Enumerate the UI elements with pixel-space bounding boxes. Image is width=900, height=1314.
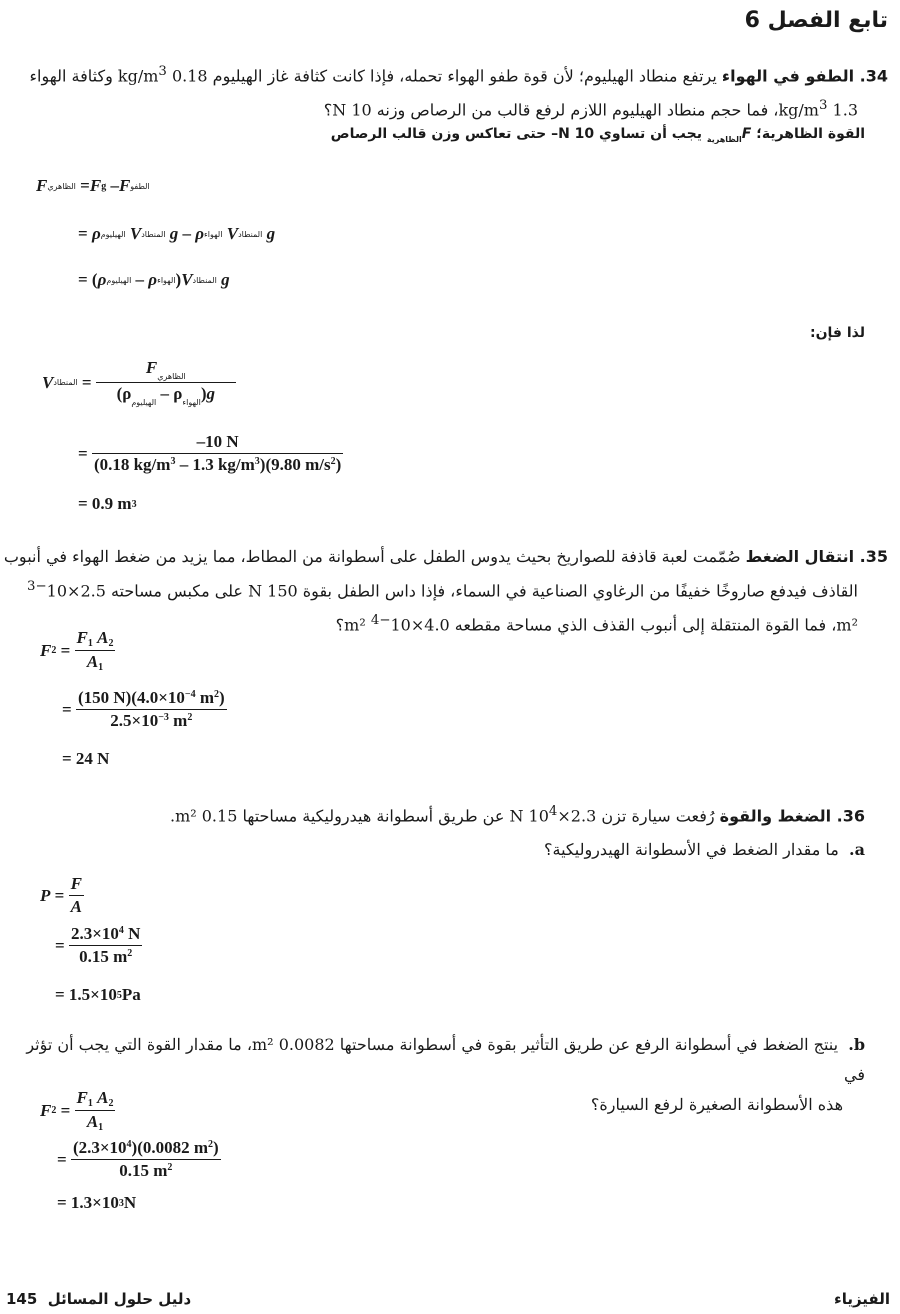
q36-prompt: 36. الضغط والقوة رُفعت سيارة تزن $2.3\times 10^4$ N عن طريق أسطوانة هيدروليكية مساحتها 0.15 m². bbox=[169, 804, 865, 826]
q34-note: القوة الظاهرية؛ $F_{الظاهرية}$ يجب أن تساوي 10 N– حتى تعاكس وزن قالب الرصاص bbox=[330, 126, 865, 144]
q35-prompt: 35. انتقال الضغط صُمّمت لعبة قاذفة للصواريخ بحيث يدوس الطفل على أسطوانة من المطاط، مما يزيد من ضغط الهواء في أنبوب القاذف فيدفع صاروخًا خفيفًا من الرغاوي الصناعية في السماء، فإذا داس الطفل بقوة 150 N على مكبس مساحته $2.5\times 10^{-3}$ m²، فما القوة المنتقلة إلى أنبوب القذف الذي مساحة مقطعه $4.0\times 10^{-4}$ m²؟ bbox=[3, 547, 888, 635]
q35-eq2: = $\frac{(150 N)(4.0\times 10^{-4} m^2)}{2.5\times 10^{-3} m^2}$ bbox=[62, 688, 225, 730]
q34-eq6: = 0.9 m 3 bbox=[78, 494, 137, 513]
q36b-eq3: = 1.3×10 3 N bbox=[57, 1193, 137, 1212]
q36b-eq1: F 2 = $\frac{F_1 A_2}{A_1}$ bbox=[40, 1088, 114, 1133]
footer-left bbox=[6, 1290, 191, 1308]
q36a-eq2: = $\frac{2.3\times 10^4 N}{0.15 m^2}$ bbox=[55, 924, 141, 966]
q34-eq1: F الظاهري = F g – F الطفو bbox=[36, 176, 150, 195]
subject-label: الفيزياء bbox=[834, 1290, 890, 1308]
chapter-title: تابع الفصل 6 bbox=[744, 8, 888, 33]
q36-b-prompt: b. ينتج الضغط في أسطوانة الرفع عن طريق التأثير بقوة في أسطوانة مساحتها 0.0082 m²، ما مقدار القوة التي يجب أن تؤثر في هذه الأسطوانة الصغيرة لرفع السيارة؟ bbox=[26, 1035, 865, 1114]
page-number: 145 bbox=[6, 1290, 38, 1308]
q34-eq5: = $\frac{-10 N}{(0.18 kg/m^3 - 1.3 kg/m^3)(9.80 m/s^2)}$ bbox=[78, 432, 342, 474]
q36b-eq2: = $\frac{(2.3\times 10^4)(0.0082 m^2)}{0.15 m^2}$ bbox=[57, 1138, 219, 1180]
q36a-eq3: = 1.5×10 5 Pa bbox=[55, 985, 141, 1004]
q34-eq2: = ρ الهيليوم V المنطاد g – ρ الهواء V المنطاد g bbox=[78, 224, 276, 243]
q35-eq1: F 2 = $\frac{F_1 A_2}{A_1}$ bbox=[40, 628, 114, 673]
q36-a-prompt: a. ما مقدار الضغط في الأسطوانة الهيدروليكية؟ bbox=[544, 840, 865, 859]
q34-prompt: 34. الطفو في الهواء يرتفع منطاد الهيليوم؛ لأن قوة طفو الهواء تحمله، فإذا كانت كثافة غاز الهيليوم 0.18 $kg/m^3$ وكثافة الهواء 1.3 $kg/m^3،$ فما حجم منطاد الهيليوم اللازم لرفع قالب من الرصاص وزنه 10 N؟ bbox=[29, 64, 888, 120]
q35-eq3: = 24 N bbox=[62, 749, 110, 768]
q34-eq3: = ( ρ الهيليوم – ρ الهواء ) V المنطاد g bbox=[78, 270, 230, 289]
q36a-eq1: P = $\frac{F}{A}$ bbox=[40, 874, 82, 916]
q34-eq4: V المنطاد = $\frac{F_{الظاهري}}{(\rho_{الهيليوم} - \rho_{الهواء})g}$ bbox=[42, 358, 236, 407]
therefore-label: لذا فإن: bbox=[810, 325, 865, 341]
guide-title: دليل حلول المسائل bbox=[47, 1290, 192, 1308]
